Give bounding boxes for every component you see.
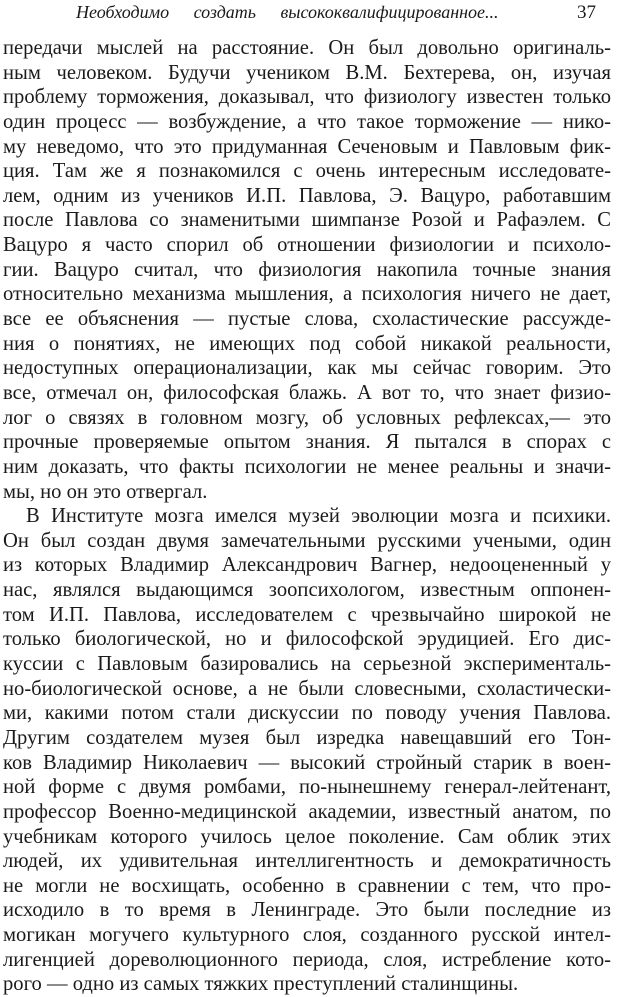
text-line: не могли не восхищать, особенно в сравнении с тем, что про-: [3, 874, 611, 897]
text-line: исходило в то время в Ленинграде. Это были последние из: [3, 899, 611, 922]
text-line: ми, какими потом стали дискуссии по поводу учения Павлова.: [3, 702, 611, 725]
text-line: Другим создателем музея был изредка навещавший его Тон-: [3, 726, 611, 749]
text-line: людей, их удивительная интеллигентность и демократичность: [3, 850, 611, 873]
running-head: [0, 2, 620, 28]
text-line: ния о понятиях, не имеющих под собой никакой реальности,: [3, 332, 611, 355]
text-line: ным человеком. Будучи учеником В.М. Бехтерева, он, изучая: [3, 61, 611, 84]
text-line: гии. Вацуро считал, что физиология накопила точные знания: [3, 258, 611, 281]
text-line: недоступных операционализации, как мы сейчас говорим. Это: [3, 357, 611, 380]
text-line: только биологической, но и философской эрудицией. Его дис-: [3, 628, 611, 651]
text-line: В Институте мозга имелся музей эволюции мозга и психики.: [26, 505, 611, 528]
text-line: Он был создан двумя замечательными русскими учеными, один: [3, 529, 611, 552]
text-line: ция. Там же я познакомился с очень интересным исследовате-: [3, 160, 611, 183]
text-line: один процесс — возбуждение, а что такое торможение — нико-: [3, 110, 611, 133]
text-line: все, отмечал он, философская блажь. А вот то, что знает физио-: [3, 381, 611, 404]
text-line: после Павлова со знаменитыми шимпанзе Розой и Рафаэлем. С: [3, 209, 611, 232]
text-line: рого — одно из самых тяжких преступлений сталинщины.: [3, 973, 519, 996]
paragraph-2: [3, 504, 611, 997]
text-line: му неведомо, что это придуманная Сеченовым и Павловым фик-: [3, 135, 611, 158]
text-line: нас, являлся выдающимся зоопсихологом, известным оппонен-: [3, 579, 611, 602]
text-line: Вацуро я часто спорил об отношении физиологии и психоло-: [3, 234, 611, 257]
text-line: том И.П. Павлова, исследователем с чрезвычайно широкой не: [3, 603, 611, 626]
text-body: [3, 36, 611, 997]
text-line: из которых Владимир Александрович Вагнер, недооцененный у: [3, 554, 611, 577]
text-line: лигенцией дореволюционного периода, слоя, истребление кото-: [3, 948, 611, 971]
paragraph-1: [3, 36, 611, 504]
text-line: профессор Военно-медицинской академии, известный анатом, по: [3, 800, 611, 823]
page-number: 37: [577, 2, 596, 23]
text-line: могикан могучего культурного слоя, созданного русской интел-: [3, 924, 611, 947]
text-line: мы, но он это отвергал.: [3, 480, 208, 503]
text-line: но-биологической основе, а не были словесными, схоластически-: [3, 677, 611, 700]
text-line: проблему торможения, доказывал, что физиологу известен только: [3, 86, 611, 109]
text-line: ной форме с двумя ромбами, по-нынешнему генерал-лейтенант,: [3, 776, 611, 799]
text-line: относительно механизма мышления, а психология ничего не дает,: [3, 283, 611, 306]
text-line: передачи мыслей на расстояние. Он был довольно оригиналь-: [3, 37, 611, 59]
text-line: прочные проверяемые опытом знания. Я пытался в спорах с: [3, 431, 611, 454]
text-line: лог о связях в головном мозгу, об условных рефлексах,— это: [3, 406, 611, 429]
text-line: лем, одним из учеников И.П. Павлова, Э. Вацуро, работавшим: [3, 184, 611, 207]
text-line: учебникам которого училось целое поколение. Сам облик этих: [3, 825, 611, 848]
text-line: куссии с Павловым базировались на серьезной эксперименталь-: [3, 653, 611, 676]
running-title: Необходимо создать высококвалифицированное...: [76, 2, 499, 22]
text-line: ним доказать, что факты психологии не менее реальны и значи-: [3, 455, 611, 478]
text-line: все ее объяснения — пустые слова, схоластические рассужде-: [3, 308, 611, 331]
text-line: ков Владимир Николаевич — высокий стройный старик в воен-: [3, 751, 611, 774]
